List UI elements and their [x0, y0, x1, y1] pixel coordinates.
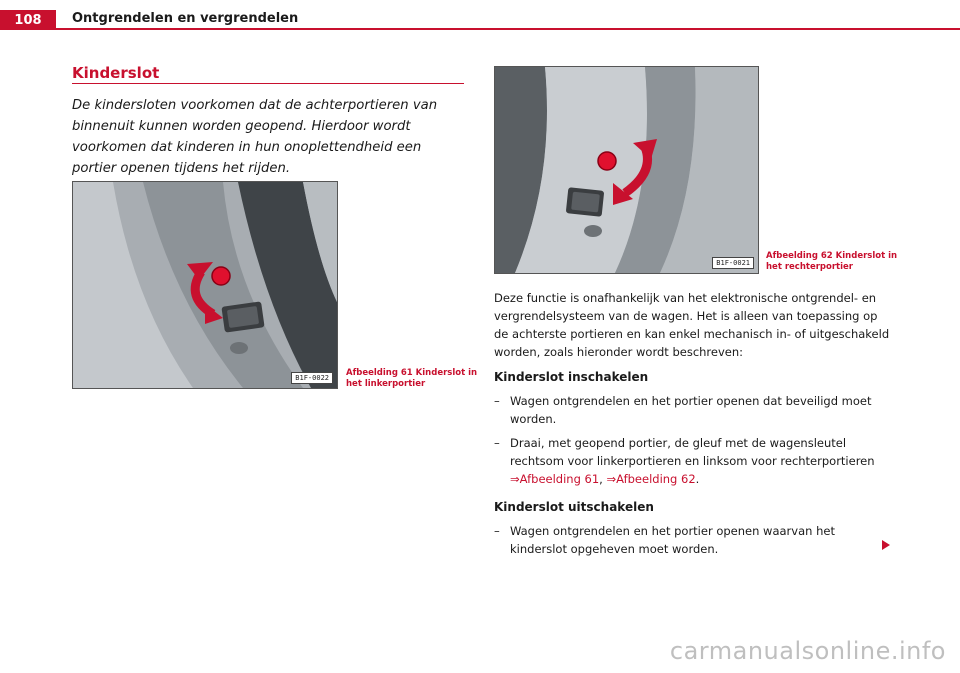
- list-item-text: Wagen ontgrendelen en het portier openen dat beveiligd moet worden.: [510, 394, 872, 426]
- section-rule: [72, 83, 464, 84]
- figure-code: B1F-0022: [291, 372, 333, 384]
- list-item-text: Wagen ontgrendelen en het portier openen waarvan het kinderslot opgeheven moet worden.: [510, 524, 835, 556]
- subheading-disable: Kinderslot uitschakelen: [494, 500, 654, 514]
- section-title: Kinderslot: [72, 64, 160, 82]
- figure-62-illustration: [495, 67, 758, 273]
- sentence-end: .: [695, 472, 700, 486]
- bullet-dash: –: [494, 524, 500, 538]
- continue-arrow-icon: [882, 540, 890, 550]
- subheading-enable: Kinderslot inschakelen: [494, 370, 649, 384]
- bullet-dash: –: [494, 436, 500, 450]
- figure-61-caption: Afbeelding 61 Kinderslot in het linkerportier: [346, 368, 478, 389]
- header-rule: [0, 28, 960, 30]
- list-item-text: Draai, met geopend portier, de gleuf met de wagensleutel rechtsom voor linkerportieren en linksom voor rechterportieren: [510, 436, 875, 468]
- body-paragraph: Deze functie is onafhankelijk van het elektronische ontgrendel- en vergrendelsysteem van de wagen. Het is alleen van toepassing op de achterste portieren en kan enkel mechanisch in- of uitgeschakeld worden, zoals hieronder wordt beschreven:: [494, 291, 890, 359]
- separator: ,: [599, 472, 607, 486]
- figure-61-link[interactable]: ⇒Afbeelding 61: [510, 472, 600, 486]
- watermark: carmanualsonline.info: [669, 637, 946, 665]
- figure-62-link[interactable]: ⇒Afbeelding 62: [606, 472, 696, 486]
- figure-61-left-door-lock: [72, 181, 338, 389]
- intro-paragraph: De kindersloten voorkomen dat de achterportieren van binnenuit kunnen worden geopend. Hierdoor wordt voorkomen dat kinderen in hun onoplettendheid een portier openen tijdens het rijden.: [72, 98, 438, 176]
- list-item: [494, 434, 892, 488]
- page-number: 108: [0, 10, 56, 30]
- bullet-dash: –: [494, 394, 500, 408]
- figure-62-right-door-lock: [494, 66, 759, 274]
- figure-code: B1F-0021: [712, 257, 754, 269]
- list-item: [494, 392, 892, 428]
- figure-61-illustration: [73, 182, 337, 388]
- figure-62-caption: Afbeelding 62 Kinderslot in het rechterportier: [766, 251, 898, 272]
- list-item: [494, 522, 892, 558]
- chapter-title: Ontgrendelen en vergrendelen: [72, 11, 299, 26]
